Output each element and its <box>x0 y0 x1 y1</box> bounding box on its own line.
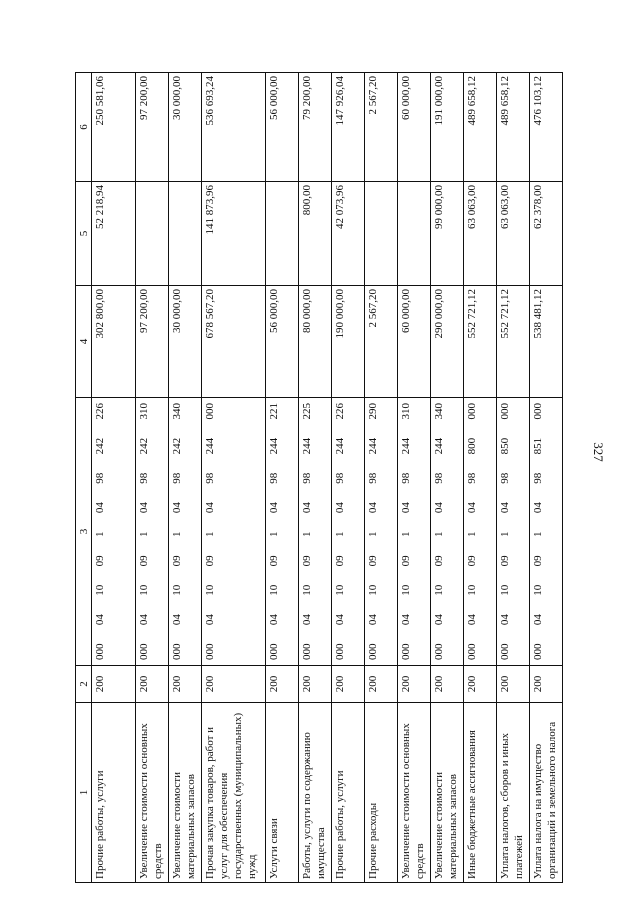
classification-code-part: 98 <box>171 472 183 484</box>
classification-code-part: 04 <box>171 614 183 626</box>
classification-code-part: 04 <box>367 502 379 514</box>
header-cell: 4 <box>76 286 92 398</box>
classification-code-part: 98 <box>466 472 478 484</box>
classification-code-part: 98 <box>433 472 445 484</box>
classification-code-part: 242 <box>138 437 150 455</box>
classification-code-part: 09 <box>204 555 216 567</box>
row-amount-col6: 147 926,04 <box>332 73 365 182</box>
page-number: 327 <box>591 442 606 462</box>
row-amount-col4: 56 000,00 <box>266 286 299 398</box>
classification-codes <box>465 398 479 665</box>
table-row <box>365 73 398 883</box>
row-amount-col4: 80 000,00 <box>299 286 332 398</box>
classification-code-part: 1 <box>367 531 379 537</box>
classification-code-part: 000 <box>334 643 346 660</box>
header-cell: 3 <box>76 398 92 666</box>
classification-code-part: 04 <box>532 614 544 626</box>
row-code-cell: 200 <box>365 666 398 703</box>
row-name-cell: Увеличение стоимости материальных запасов <box>431 703 464 883</box>
header-cell: 5 <box>76 182 92 286</box>
row-amount-col4: 678 567,20 <box>202 286 266 398</box>
row-amount-col4: 302 800,00 <box>92 286 136 398</box>
row-amount-col4: 2 567,20 <box>365 286 398 398</box>
classification-code-part: 242 <box>94 437 106 455</box>
row-classification-cell <box>299 398 332 666</box>
classification-codes <box>432 398 446 665</box>
row-name-cell: Уплата налогов, сборов и иных платежей <box>497 703 530 883</box>
row-name-cell: Услуги связи <box>266 703 299 883</box>
classification-codes <box>300 398 314 665</box>
table-row <box>497 73 530 883</box>
row-amount-col4: 30 000,00 <box>169 286 202 398</box>
row-amount-col6: 250 581,06 <box>92 73 136 182</box>
row-amount-col6: 476 103,12 <box>530 73 563 182</box>
classification-code-part: 98 <box>301 472 313 484</box>
classification-code-part: 09 <box>138 555 150 567</box>
classification-code-part: 10 <box>433 584 445 596</box>
rotated-table-container <box>75 73 640 883</box>
classification-code-part: 04 <box>138 502 150 514</box>
row-name-cell: Увеличение стоимости основных средств <box>398 703 431 883</box>
row-code-cell: 200 <box>169 666 202 703</box>
classification-code-part: 98 <box>367 472 379 484</box>
classification-code-part: 10 <box>499 584 511 596</box>
classification-code-part: 09 <box>367 555 379 567</box>
table-row <box>332 73 365 883</box>
classification-code-part: 1 <box>499 531 511 537</box>
classification-code-part: 244 <box>433 437 445 455</box>
classification-code-part: 04 <box>138 614 150 626</box>
row-classification-cell <box>169 398 202 666</box>
classification-code-part: 09 <box>466 555 478 567</box>
budget-table <box>75 72 563 883</box>
classification-code-part: 1 <box>466 531 478 537</box>
classification-code-part: 09 <box>94 555 106 567</box>
classification-code-part: 000 <box>204 643 216 660</box>
classification-code-part: 850 <box>499 437 511 455</box>
row-code-cell: 200 <box>332 666 365 703</box>
classification-code-part: 221 <box>268 403 280 420</box>
table-body <box>76 73 563 883</box>
row-amount-col5: 42 073,96 <box>332 182 365 286</box>
classification-code-part: 244 <box>400 437 412 455</box>
row-amount-col4: 538 481,12 <box>530 286 563 398</box>
classification-code-part: 10 <box>138 584 150 596</box>
classification-code-part: 226 <box>94 403 106 420</box>
row-amount-col5 <box>398 182 431 286</box>
classification-code-part: 340 <box>171 403 183 420</box>
classification-code-part: 98 <box>499 472 511 484</box>
row-amount-col4: 60 000,00 <box>398 286 431 398</box>
row-amount-col5 <box>169 182 202 286</box>
row-amount-col4: 290 000,00 <box>431 286 464 398</box>
row-name-cell: Увеличение стоимости материальных запасов <box>169 703 202 883</box>
row-amount-col5: 63 063,00 <box>497 182 530 286</box>
row-amount-col6: 2 567,20 <box>365 73 398 182</box>
table-row <box>266 73 299 883</box>
row-amount-col6: 79 200,00 <box>299 73 332 182</box>
row-name-cell: Иные бюджетные ассигнования <box>464 703 497 883</box>
classification-code-part: 10 <box>334 584 346 596</box>
classification-code-part: 1 <box>532 531 544 537</box>
classification-code-part: 04 <box>334 502 346 514</box>
classification-code-part: 000 <box>204 403 216 420</box>
header-cell: 1 <box>76 703 92 883</box>
row-name-cell: Прочие расходы <box>365 703 398 883</box>
classification-code-part: 10 <box>301 584 313 596</box>
classification-code-part: 10 <box>532 584 544 596</box>
classification-code-part: 226 <box>334 403 346 420</box>
classification-code-part: 04 <box>171 502 183 514</box>
row-amount-col5 <box>136 182 169 286</box>
row-name-cell: Увеличение стоимости основных средств <box>136 703 169 883</box>
classification-code-part: 10 <box>204 584 216 596</box>
row-classification-cell <box>365 398 398 666</box>
row-amount-col5 <box>365 182 398 286</box>
row-code-cell: 200 <box>92 666 136 703</box>
classification-code-part: 98 <box>138 472 150 484</box>
classification-code-part: 244 <box>268 437 280 455</box>
classification-code-part: 04 <box>466 502 478 514</box>
row-name-cell: Работы, услуги по содержанию имущества <box>299 703 332 883</box>
classification-code-part: 04 <box>433 502 445 514</box>
classification-code-part: 98 <box>334 472 346 484</box>
table-row <box>169 73 202 883</box>
classification-code-part: 310 <box>400 403 412 420</box>
classification-code-part: 1 <box>433 531 445 537</box>
classification-code-part: 09 <box>499 555 511 567</box>
classification-code-part: 1 <box>268 531 280 537</box>
classification-code-part: 04 <box>499 614 511 626</box>
row-amount-col5: 99 000,00 <box>431 182 464 286</box>
classification-code-part: 1 <box>334 531 346 537</box>
classification-code-part: 340 <box>433 403 445 420</box>
row-classification-cell <box>398 398 431 666</box>
classification-code-part: 09 <box>532 555 544 567</box>
classification-code-part: 04 <box>94 502 106 514</box>
classification-codes <box>137 398 151 665</box>
classification-code-part: 09 <box>301 555 313 567</box>
table-row <box>530 73 563 883</box>
classification-code-part: 04 <box>301 502 313 514</box>
classification-code-part: 04 <box>334 614 346 626</box>
row-amount-col4: 190 000,00 <box>332 286 365 398</box>
classification-code-part: 09 <box>400 555 412 567</box>
table-row <box>464 73 497 883</box>
row-code-cell: 200 <box>202 666 266 703</box>
classification-code-part: 98 <box>268 472 280 484</box>
classification-code-part: 244 <box>334 437 346 455</box>
row-amount-col5: 62 378,00 <box>530 182 563 286</box>
row-classification-cell <box>266 398 299 666</box>
row-code-cell: 200 <box>398 666 431 703</box>
row-code-cell: 200 <box>266 666 299 703</box>
classification-code-part: 851 <box>532 437 544 455</box>
row-code-cell: 200 <box>299 666 332 703</box>
classification-code-part: 244 <box>301 437 313 455</box>
row-amount-col4: 97 200,00 <box>136 286 169 398</box>
classification-codes <box>399 398 413 665</box>
classification-codes <box>531 398 545 665</box>
classification-code-part: 000 <box>433 643 445 660</box>
classification-code-part: 04 <box>466 614 478 626</box>
classification-code-part: 244 <box>367 437 379 455</box>
classification-code-part: 09 <box>334 555 346 567</box>
classification-code-part: 000 <box>268 643 280 660</box>
classification-code-part: 000 <box>171 643 183 660</box>
classification-code-part: 10 <box>367 584 379 596</box>
classification-code-part: 04 <box>400 502 412 514</box>
classification-code-part: 225 <box>301 403 313 420</box>
row-classification-cell <box>431 398 464 666</box>
classification-code-part: 242 <box>171 437 183 455</box>
table-row <box>299 73 332 883</box>
row-amount-col5 <box>266 182 299 286</box>
classification-code-part: 10 <box>268 584 280 596</box>
classification-code-part: 98 <box>204 472 216 484</box>
row-amount-col4: 552 721,12 <box>497 286 530 398</box>
classification-code-part: 04 <box>204 614 216 626</box>
classification-code-part: 000 <box>400 643 412 660</box>
row-name-cell: Прочие работы, услуги <box>92 703 136 883</box>
classification-code-part: 1 <box>204 531 216 537</box>
classification-codes <box>203 398 217 665</box>
classification-code-part: 04 <box>268 502 280 514</box>
classification-code-part: 10 <box>171 584 183 596</box>
header-row <box>76 73 92 883</box>
row-code-cell: 200 <box>464 666 497 703</box>
row-amount-col6: 536 693,24 <box>202 73 266 182</box>
table-row <box>92 73 136 883</box>
row-amount-col5: 63 063,00 <box>464 182 497 286</box>
row-classification-cell <box>332 398 365 666</box>
row-name-cell: Уплата налога на имущество организаций и земельного налога <box>530 703 563 883</box>
table-row <box>202 73 266 883</box>
row-name-cell: Прочие работы, услуги <box>332 703 365 883</box>
row-amount-col5: 52 218,94 <box>92 182 136 286</box>
row-name-cell: Прочая закупка товаров, работ и услуг для обеспечения государственных (муниципальных) нужд <box>202 703 266 883</box>
classification-code-part: 000 <box>94 643 106 660</box>
row-amount-col4: 552 721,12 <box>464 286 497 398</box>
classification-code-part: 1 <box>301 531 313 537</box>
row-classification-cell <box>464 398 497 666</box>
row-classification-cell <box>92 398 136 666</box>
classification-code-part: 04 <box>367 614 379 626</box>
classification-code-part: 09 <box>268 555 280 567</box>
classification-code-part: 10 <box>94 584 106 596</box>
classification-code-part: 1 <box>171 531 183 537</box>
classification-code-part: 98 <box>400 472 412 484</box>
classification-code-part: 10 <box>466 584 478 596</box>
row-amount-col5: 800,00 <box>299 182 332 286</box>
classification-code-part: 000 <box>466 643 478 660</box>
row-amount-col6: 97 200,00 <box>136 73 169 182</box>
row-code-cell: 200 <box>431 666 464 703</box>
classification-code-part: 04 <box>499 502 511 514</box>
row-amount-col5: 141 873,96 <box>202 182 266 286</box>
classification-code-part: 290 <box>367 403 379 420</box>
classification-codes <box>498 398 512 665</box>
classification-code-part: 04 <box>433 614 445 626</box>
classification-codes <box>170 398 184 665</box>
classification-code-part: 000 <box>532 643 544 660</box>
classification-code-part: 98 <box>532 472 544 484</box>
classification-code-part: 04 <box>204 502 216 514</box>
classification-code-part: 000 <box>499 643 511 660</box>
classification-code-part: 000 <box>466 403 478 420</box>
classification-code-part: 000 <box>499 403 511 420</box>
row-amount-col6: 56 000,00 <box>266 73 299 182</box>
table-row <box>398 73 431 883</box>
classification-code-part: 09 <box>171 555 183 567</box>
classification-codes <box>333 398 347 665</box>
classification-code-part: 000 <box>367 643 379 660</box>
row-amount-col6: 60 000,00 <box>398 73 431 182</box>
row-code-cell: 200 <box>136 666 169 703</box>
header-cell: 2 <box>76 666 92 703</box>
classification-code-part: 1 <box>400 531 412 537</box>
classification-code-part: 98 <box>94 472 106 484</box>
row-classification-cell <box>497 398 530 666</box>
classification-code-part: 04 <box>268 614 280 626</box>
classification-code-part: 000 <box>138 643 150 660</box>
classification-code-part: 1 <box>94 531 106 537</box>
classification-code-part: 000 <box>301 643 313 660</box>
row-classification-cell <box>136 398 169 666</box>
classification-code-part: 04 <box>532 502 544 514</box>
classification-code-part: 1 <box>138 531 150 537</box>
table-row <box>136 73 169 883</box>
table-row <box>431 73 464 883</box>
classification-code-part: 800 <box>466 437 478 455</box>
row-code-cell: 200 <box>497 666 530 703</box>
row-amount-col6: 30 000,00 <box>169 73 202 182</box>
row-amount-col6: 489 658,12 <box>497 73 530 182</box>
classification-code-part: 04 <box>400 614 412 626</box>
row-code-cell: 200 <box>530 666 563 703</box>
classification-codes <box>267 398 281 665</box>
classification-code-part: 000 <box>532 403 544 420</box>
classification-code-part: 310 <box>138 403 150 420</box>
classification-code-part: 04 <box>94 614 106 626</box>
row-amount-col6: 489 658,12 <box>464 73 497 182</box>
classification-code-part: 10 <box>400 584 412 596</box>
classification-code-part: 244 <box>204 437 216 455</box>
row-amount-col6: 191 000,00 <box>431 73 464 182</box>
header-cell: 6 <box>76 73 92 182</box>
classification-code-part: 09 <box>433 555 445 567</box>
classification-codes <box>93 398 107 665</box>
row-classification-cell <box>530 398 563 666</box>
classification-codes <box>366 398 380 665</box>
classification-code-part: 04 <box>301 614 313 626</box>
row-classification-cell <box>202 398 266 666</box>
